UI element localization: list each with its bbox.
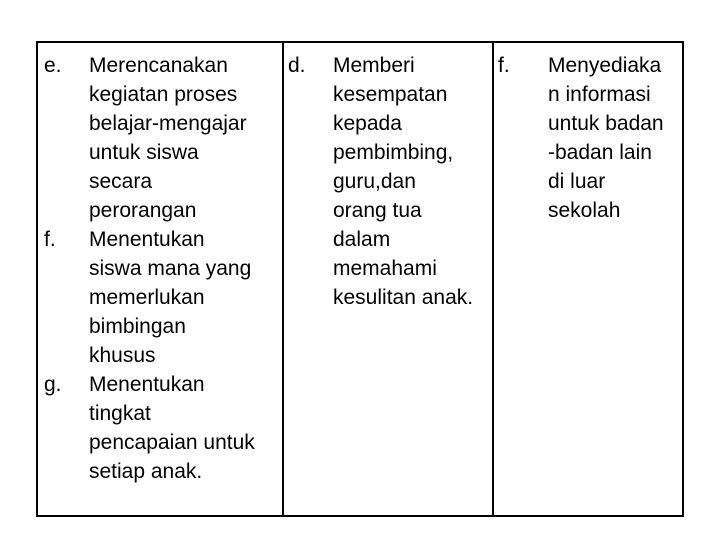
list-marker: f. <box>44 228 56 251</box>
list-item-text: Merencanakan kegiatan proses belajar-mengajar untuk siswa secara perorangan <box>89 54 247 222</box>
list-marker: d. <box>288 54 306 77</box>
list-item-text: Menyediaka n informasi untuk badan -badan lain di luar sekolah <box>548 54 664 222</box>
list-item-text: Menentukan tingkat pencapaian untuk setiap anak. <box>89 373 255 483</box>
list-marker: f. <box>498 54 510 77</box>
content-table <box>36 41 684 517</box>
table-column-1 <box>38 43 284 515</box>
list-marker: e. <box>44 54 62 77</box>
list-item-text: Menentukan siswa mana yang memerlukan bimbingan khusus <box>89 228 252 367</box>
table-column-3 <box>492 43 682 515</box>
list-marker: g. <box>44 373 62 396</box>
table-column-2 <box>282 43 494 515</box>
list-item-text: Memberi kesempatan kepada pembimbing, guru,dan orang tua dalam memahami kesulitan anak. <box>333 54 474 309</box>
